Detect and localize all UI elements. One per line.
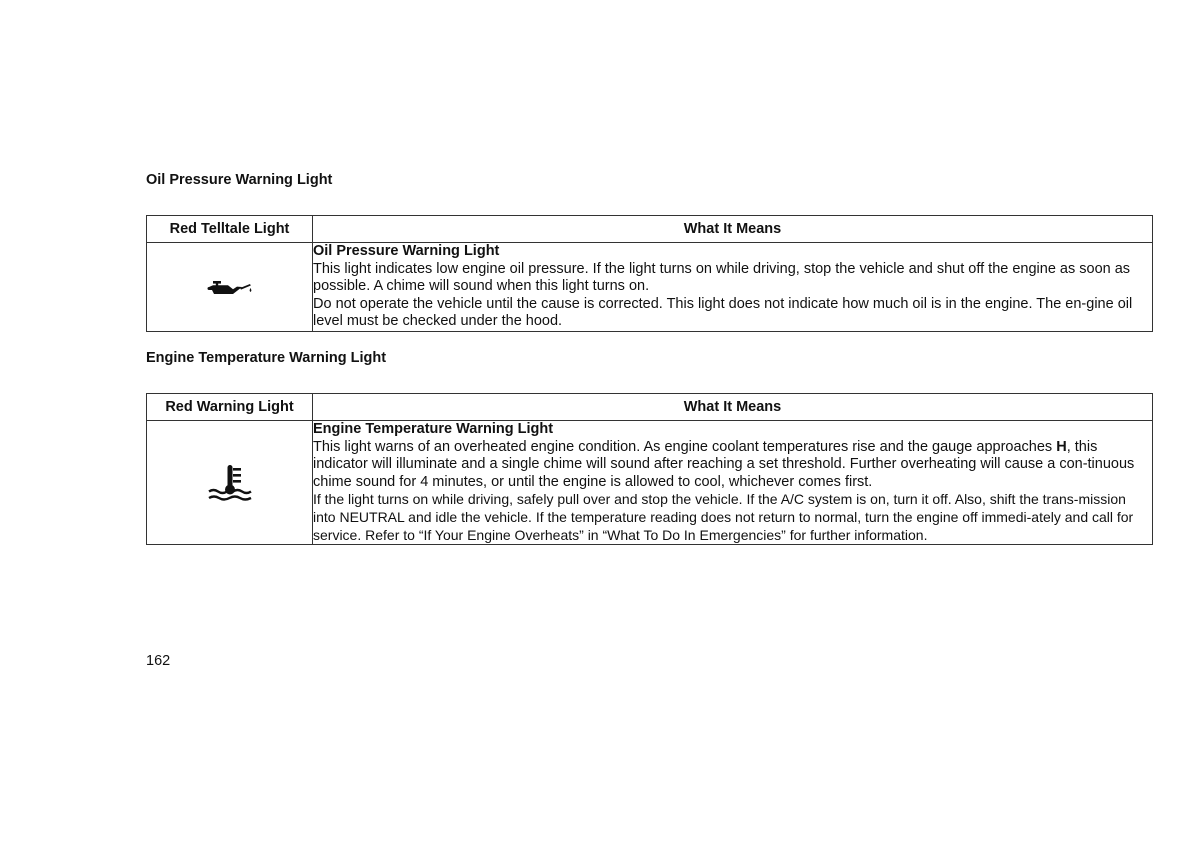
description-title: Oil Pressure Warning Light xyxy=(313,243,500,259)
table-row xyxy=(147,421,1153,545)
description-paragraph: Do not operate the vehicle until the cause is corrected. This light does not indicate how much oil is in the engine. The en-gine oil level must be checked under the hood. xyxy=(313,295,1133,330)
description-paragraph xyxy=(313,439,1152,492)
table-header-row xyxy=(147,216,1153,243)
oil-can-icon xyxy=(206,279,254,295)
column-header-meaning: What It Means xyxy=(313,394,1153,421)
section-heading-engine-temperature: Engine Temperature Warning Light xyxy=(146,350,387,366)
description-cell xyxy=(313,243,1153,332)
gauge-hot-marker: H xyxy=(1056,438,1067,455)
table-row xyxy=(147,243,1153,332)
table-header-row xyxy=(147,394,1153,421)
column-header-meaning: What It Means xyxy=(313,216,1153,243)
coolant-temperature-icon xyxy=(206,474,254,490)
column-header-light: Red Warning Light xyxy=(147,394,313,421)
description-paragraph: This light indicates low engine oil pressure. If the light turns on while driving, stop the vehicle and shut off the engine as soon as possible. A chime will sound when this light turns on. xyxy=(313,260,1131,295)
icon-cell xyxy=(147,243,313,332)
description-paragraph: If the light turns on while driving, safely pull over and stop the vehicle. If the A/C system is on, turn it off. Also, shift the trans-mission into NEUTRAL and idle the vehicle. If the temperature reading does not return to normal, turn the engine off immedi-ately and call for service. Refer to “If Your Engine Overheats” in “What To Do In Emergencies” for further information. xyxy=(313,491,1134,543)
oil-pressure-table xyxy=(146,215,1153,332)
text-run: This light warns of an overheated engine condition. As engine coolant temperatures rise and the gauge approaches xyxy=(313,438,1057,455)
text-run: , this indicator will illuminate and a single chime will sound after reaching a set threshold. Further overheating will cause a con-tinuous chime sound for 4 minutes, or until the engine is allowed to cool, whichever comes first. xyxy=(313,438,1135,490)
page-number: 162 xyxy=(146,653,171,669)
description-title: Engine Temperature Warning Light xyxy=(313,421,554,437)
icon-cell xyxy=(147,421,313,545)
section-heading-oil-pressure: Oil Pressure Warning Light xyxy=(146,172,333,188)
engine-temperature-table xyxy=(146,393,1153,545)
description-cell xyxy=(313,421,1153,545)
column-header-light: Red Telltale Light xyxy=(147,216,313,243)
